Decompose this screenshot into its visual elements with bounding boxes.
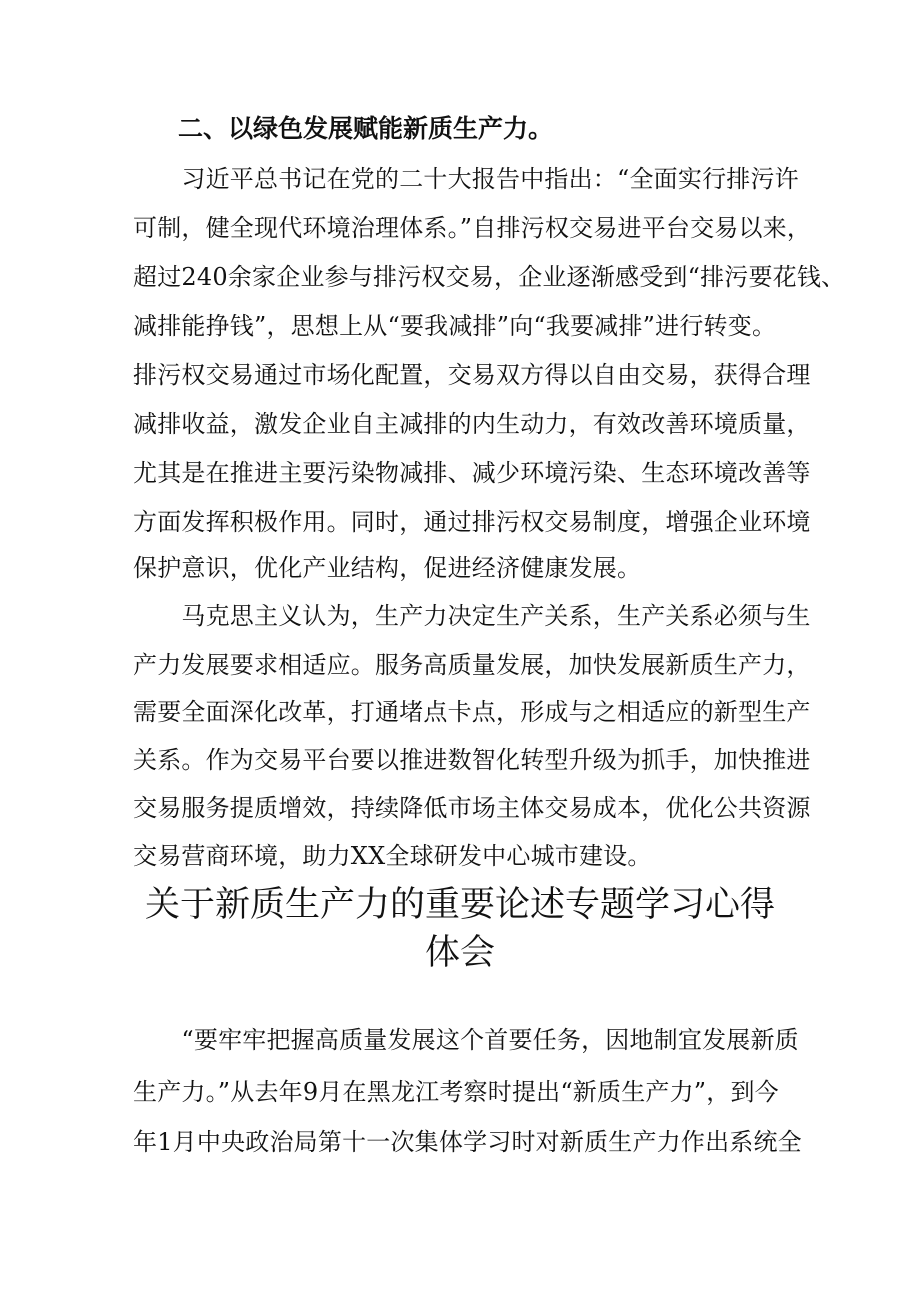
article-title-line-2: 体会 <box>424 933 495 973</box>
text-line: 超过240余家企业参与排污权交易，企业逐渐感受到“排污要花钱、 <box>133 263 846 291</box>
text-line: 马克思主义认为，生产力决定生产关系，生产关系必须与生 <box>133 602 811 630</box>
text-line: 生产力。”从去年9月在黑龙江考察时提出“新质生产力”，到今 <box>133 1078 779 1106</box>
text-line: 年1月中央政治局第十一次集体学习时对新质生产力作出系统全 <box>133 1128 802 1156</box>
text-line: 保护意识，优化产业结构，促进经济健康发展。 <box>133 554 642 582</box>
text-line: 排污权交易通过市场化配置，交易双方得以自由交易，获得合理 <box>133 361 811 389</box>
text-line: 方面发挥积极作用。同时，通过排污权交易制度，增强企业环境 <box>133 508 811 536</box>
text-line: 交易营商环境，助力XX全球研发中心城市建设。 <box>133 842 652 870</box>
text-line: 减排收益，激发企业自主减排的内生动力，有效改善环境质量， <box>133 410 811 438</box>
section-heading: 二、以绿色发展赋能新质生产力。 <box>178 114 554 143</box>
text-line: 减排能挣钱”，思想上从“要我减排”向“我要减排”进行转变。 <box>133 312 777 340</box>
text-line: 可制，健全现代环境治理体系。”自排污权交易进平台交易以来， <box>133 214 812 242</box>
article-title-line-1: 关于新质生产力的重要论述专题学习心得 <box>144 885 775 925</box>
text-line: 尤其是在推进主要污染物减排、减少环境污染、生态环境改善等 <box>133 459 811 487</box>
text-line: 交易服务提质增效，持续降低市场主体交易成本，优化公共资源 <box>133 794 811 822</box>
text-line: 关系。作为交易平台要以推进数智化转型升级为抓手，加快推进 <box>133 746 811 774</box>
text-line: 需要全面深化改革，打通堵点卡点，形成与之相适应的新型生产 <box>133 698 811 726</box>
text-line: 产力发展要求相适应。服务高质量发展，加快发展新质生产力， <box>133 651 811 679</box>
text-line: “要牢牢把握高质量发展这个首要任务，因地制宜发展新质 <box>133 1026 799 1054</box>
text-line: 习近平总书记在党的二十大报告中指出：“全面实行排污许 <box>133 165 799 193</box>
